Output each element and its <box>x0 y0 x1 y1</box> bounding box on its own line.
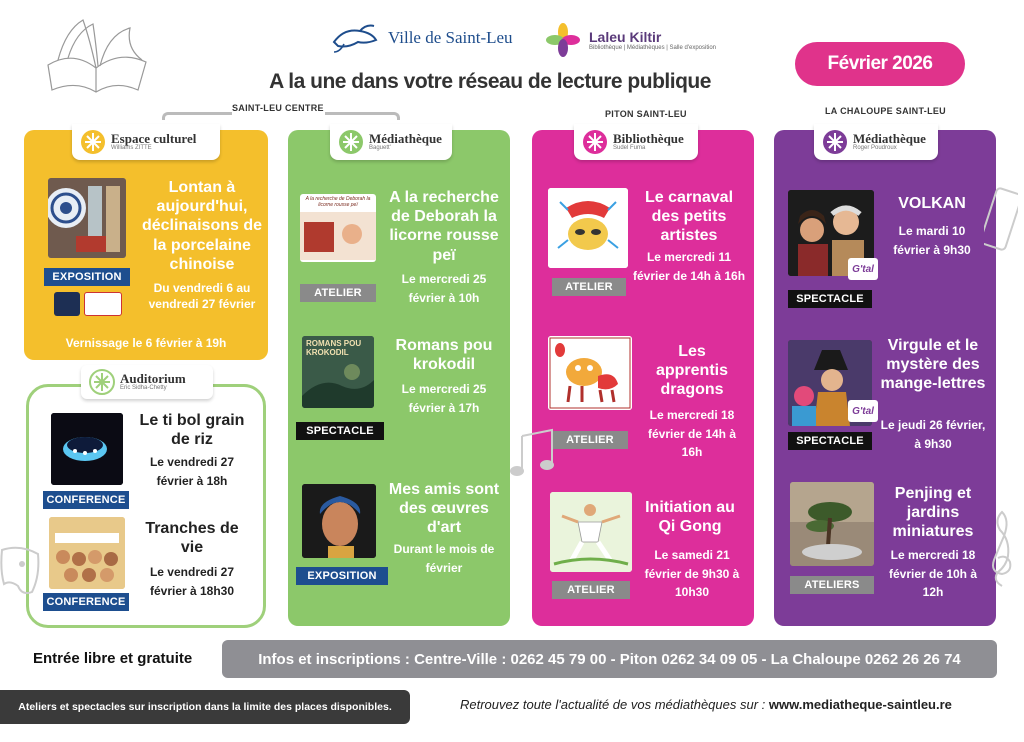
game-controller-icon <box>0 540 40 600</box>
section-label-centre: SAINT-LEU CENTRE <box>232 103 324 113</box>
exposition-badge: EXPOSITION <box>296 567 388 585</box>
event-title: Le ti bol grain de riz <box>139 412 245 449</box>
gtal-logo: G'tal <box>848 258 878 280</box>
spectacle-badge: SPECTACLE <box>296 422 384 440</box>
dragon-image <box>548 336 632 410</box>
conference-badge: CONFERENCE <box>43 491 129 509</box>
laleu-kiltir-title: Laleu Kiltir <box>589 29 662 45</box>
page-title: A la une dans votre réseau de lecture publique <box>269 70 711 93</box>
flower-logo-icon <box>822 129 848 155</box>
event-title: Mes amis sont des œuvres d'art <box>388 481 500 537</box>
laleu-kiltir-logo <box>545 22 716 58</box>
auditorium-name: Auditorium <box>120 370 186 386</box>
mes-amis-photo <box>302 484 376 558</box>
event-title: Le carnaval des petits artistes <box>644 189 734 245</box>
website-line <box>460 697 952 712</box>
atelier-badge: ATELIER <box>300 284 376 302</box>
gtal-logo: G'tal <box>848 400 878 422</box>
section-divider <box>325 112 400 120</box>
event-title: VOLKAN <box>898 195 966 212</box>
atelier-badge: ATELIER <box>552 581 630 599</box>
event-title: Lontan à aujourd'hui, déclinaisons de la porcelaine chinoise <box>141 179 263 273</box>
mediatheque-subname: Roger Poudroux <box>853 144 897 151</box>
mediatheque-chaloupe-tab <box>814 124 938 160</box>
deborah-book-cover <box>300 194 376 262</box>
auditorium-subname: Eric Sidha-Chetty <box>120 384 167 391</box>
laleu-kiltir-subtitle: Bibliothèque | Médiathèques | Salle d'exposition <box>589 45 717 51</box>
mediatheque-name: Médiathèque <box>369 130 442 146</box>
ville-saint-leu-text: Ville de Saint-Leu <box>388 28 513 47</box>
mediatheque-subname: Baguett' <box>369 144 391 151</box>
event-date: Le vendredi 27 février à 18h30 <box>149 565 235 598</box>
mediatheque-chaloupe-card <box>774 130 996 626</box>
event-title: Tranches de vie <box>145 520 239 557</box>
event-date: Du vendredi 6 au vendredi 27 février <box>148 281 256 312</box>
bibliotheque-subname: Sudel Fuma <box>613 144 646 151</box>
event-title: Initiation au Qi Gong <box>645 499 735 536</box>
espace-culturel-card <box>24 130 268 360</box>
espace-culturel-subname: Williams ZITTE <box>111 144 152 151</box>
section-divider <box>162 112 232 120</box>
music-note-icon <box>508 428 560 480</box>
event-title: A la recherche de Deborah la licorne rousse peï <box>389 189 499 264</box>
open-book-icon <box>38 10 153 98</box>
book-cover-caption: A la recherche de Deborah la licorne rousse peï <box>305 196 371 208</box>
event-date: Le mercredi 25 février à 17h <box>401 382 487 415</box>
tablet-icon <box>984 186 1018 252</box>
event-date: Le samedi 21 février de 9h30 à 10h30 <box>644 548 740 600</box>
flower-logo-icon <box>338 129 364 155</box>
ateliers-badge: ATELIERS <box>790 576 874 594</box>
event-date: Le mardi 10 février à 9h30 <box>893 224 971 257</box>
infos-bar: Infos et inscriptions : Centre-Ville : 0262 45 79 00 - Piton 0262 34 09 05 - La Chaloupe 0262 26 26 74 <box>222 640 997 678</box>
event-date: Le mercredi 18 février de 14h à 16h <box>647 408 737 460</box>
exposition-badge: EXPOSITION <box>44 268 130 286</box>
event-date: Le mercredi 18 février de 10h à 12h <box>888 548 978 600</box>
bibliotheque-tab <box>574 124 698 160</box>
book-cover-caption: ROMANS POU KROKODIL <box>306 339 362 357</box>
mediatheque-baguett-card <box>288 130 510 626</box>
partner-logo <box>84 292 122 316</box>
website-prefix: Retrouvez toute l'actualité de vos médiathèques sur : <box>460 697 766 712</box>
mediatheque-name: Médiathèque <box>853 130 926 146</box>
event-date: Le mercredi 25 février à 10h <box>401 272 487 305</box>
flower-logo-icon <box>80 129 106 155</box>
section-label-piton: PITON SAINT-LEU <box>605 109 687 119</box>
atelier-badge: ATELIER <box>552 431 628 449</box>
inscription-note: Ateliers et spectacles sur inscription dans la limite des places disponibles. <box>0 690 410 724</box>
spectacle-badge: SPECTACLE <box>788 290 872 308</box>
partner-logo <box>54 292 80 316</box>
event-title: Penjing et jardins miniatures <box>892 485 974 541</box>
event-title: Romans pou krokodil <box>395 337 493 374</box>
entree-libre-text: Entrée libre et gratuite <box>33 650 193 667</box>
vernissage-text: Vernissage le 6 février à 19h <box>65 336 227 350</box>
bibliotheque-name: Bibliothèque <box>613 130 684 146</box>
qi-gong-image <box>550 492 632 572</box>
event-date: Le jeudi 26 février, à 9h30 <box>880 418 986 451</box>
flower-icon <box>545 22 581 58</box>
ville-saint-leu-logo <box>330 22 513 54</box>
mediatheque-baguett-tab <box>330 124 452 160</box>
spectacle-badge: SPECTACLE <box>788 432 872 450</box>
event-date: Durant le mois de février <box>393 542 495 575</box>
event-date: Le vendredi 27 février à 18h <box>149 455 235 488</box>
penjing-photo <box>790 482 874 566</box>
turtle-icon <box>330 22 380 54</box>
atelier-badge: ATELIER <box>552 278 626 296</box>
event-title: Virgule et le mystère des mange-lettres <box>880 337 986 393</box>
flower-logo-icon <box>89 369 115 395</box>
section-label-chaloupe: LA CHALOUPE SAINT-LEU <box>825 106 946 116</box>
espace-culturel-name: Espace culturel <box>111 130 197 146</box>
carnaval-image <box>548 188 628 268</box>
krokodil-book-cover <box>302 336 374 408</box>
treble-clef-icon <box>986 510 1016 590</box>
tranches-de-vie-photo <box>49 517 125 589</box>
auditorium-card <box>26 370 266 628</box>
month-badge: Février 2026 <box>795 42 965 86</box>
auditorium-tab <box>81 365 213 399</box>
flower-logo-icon <box>582 129 608 155</box>
espace-culturel-tab <box>72 124 220 160</box>
rice-bowl-photo <box>51 413 123 485</box>
bibliotheque-card <box>532 130 754 626</box>
conference-badge: CONFERENCE <box>43 593 129 611</box>
event-date: Le mercredi 11 février de 14h à 16h <box>632 250 746 283</box>
event-title: Les apprentis dragons <box>655 343 728 399</box>
website-link[interactable]: www.mediatheque-saintleu.re <box>768 697 952 712</box>
porcelain-photo <box>48 178 126 258</box>
